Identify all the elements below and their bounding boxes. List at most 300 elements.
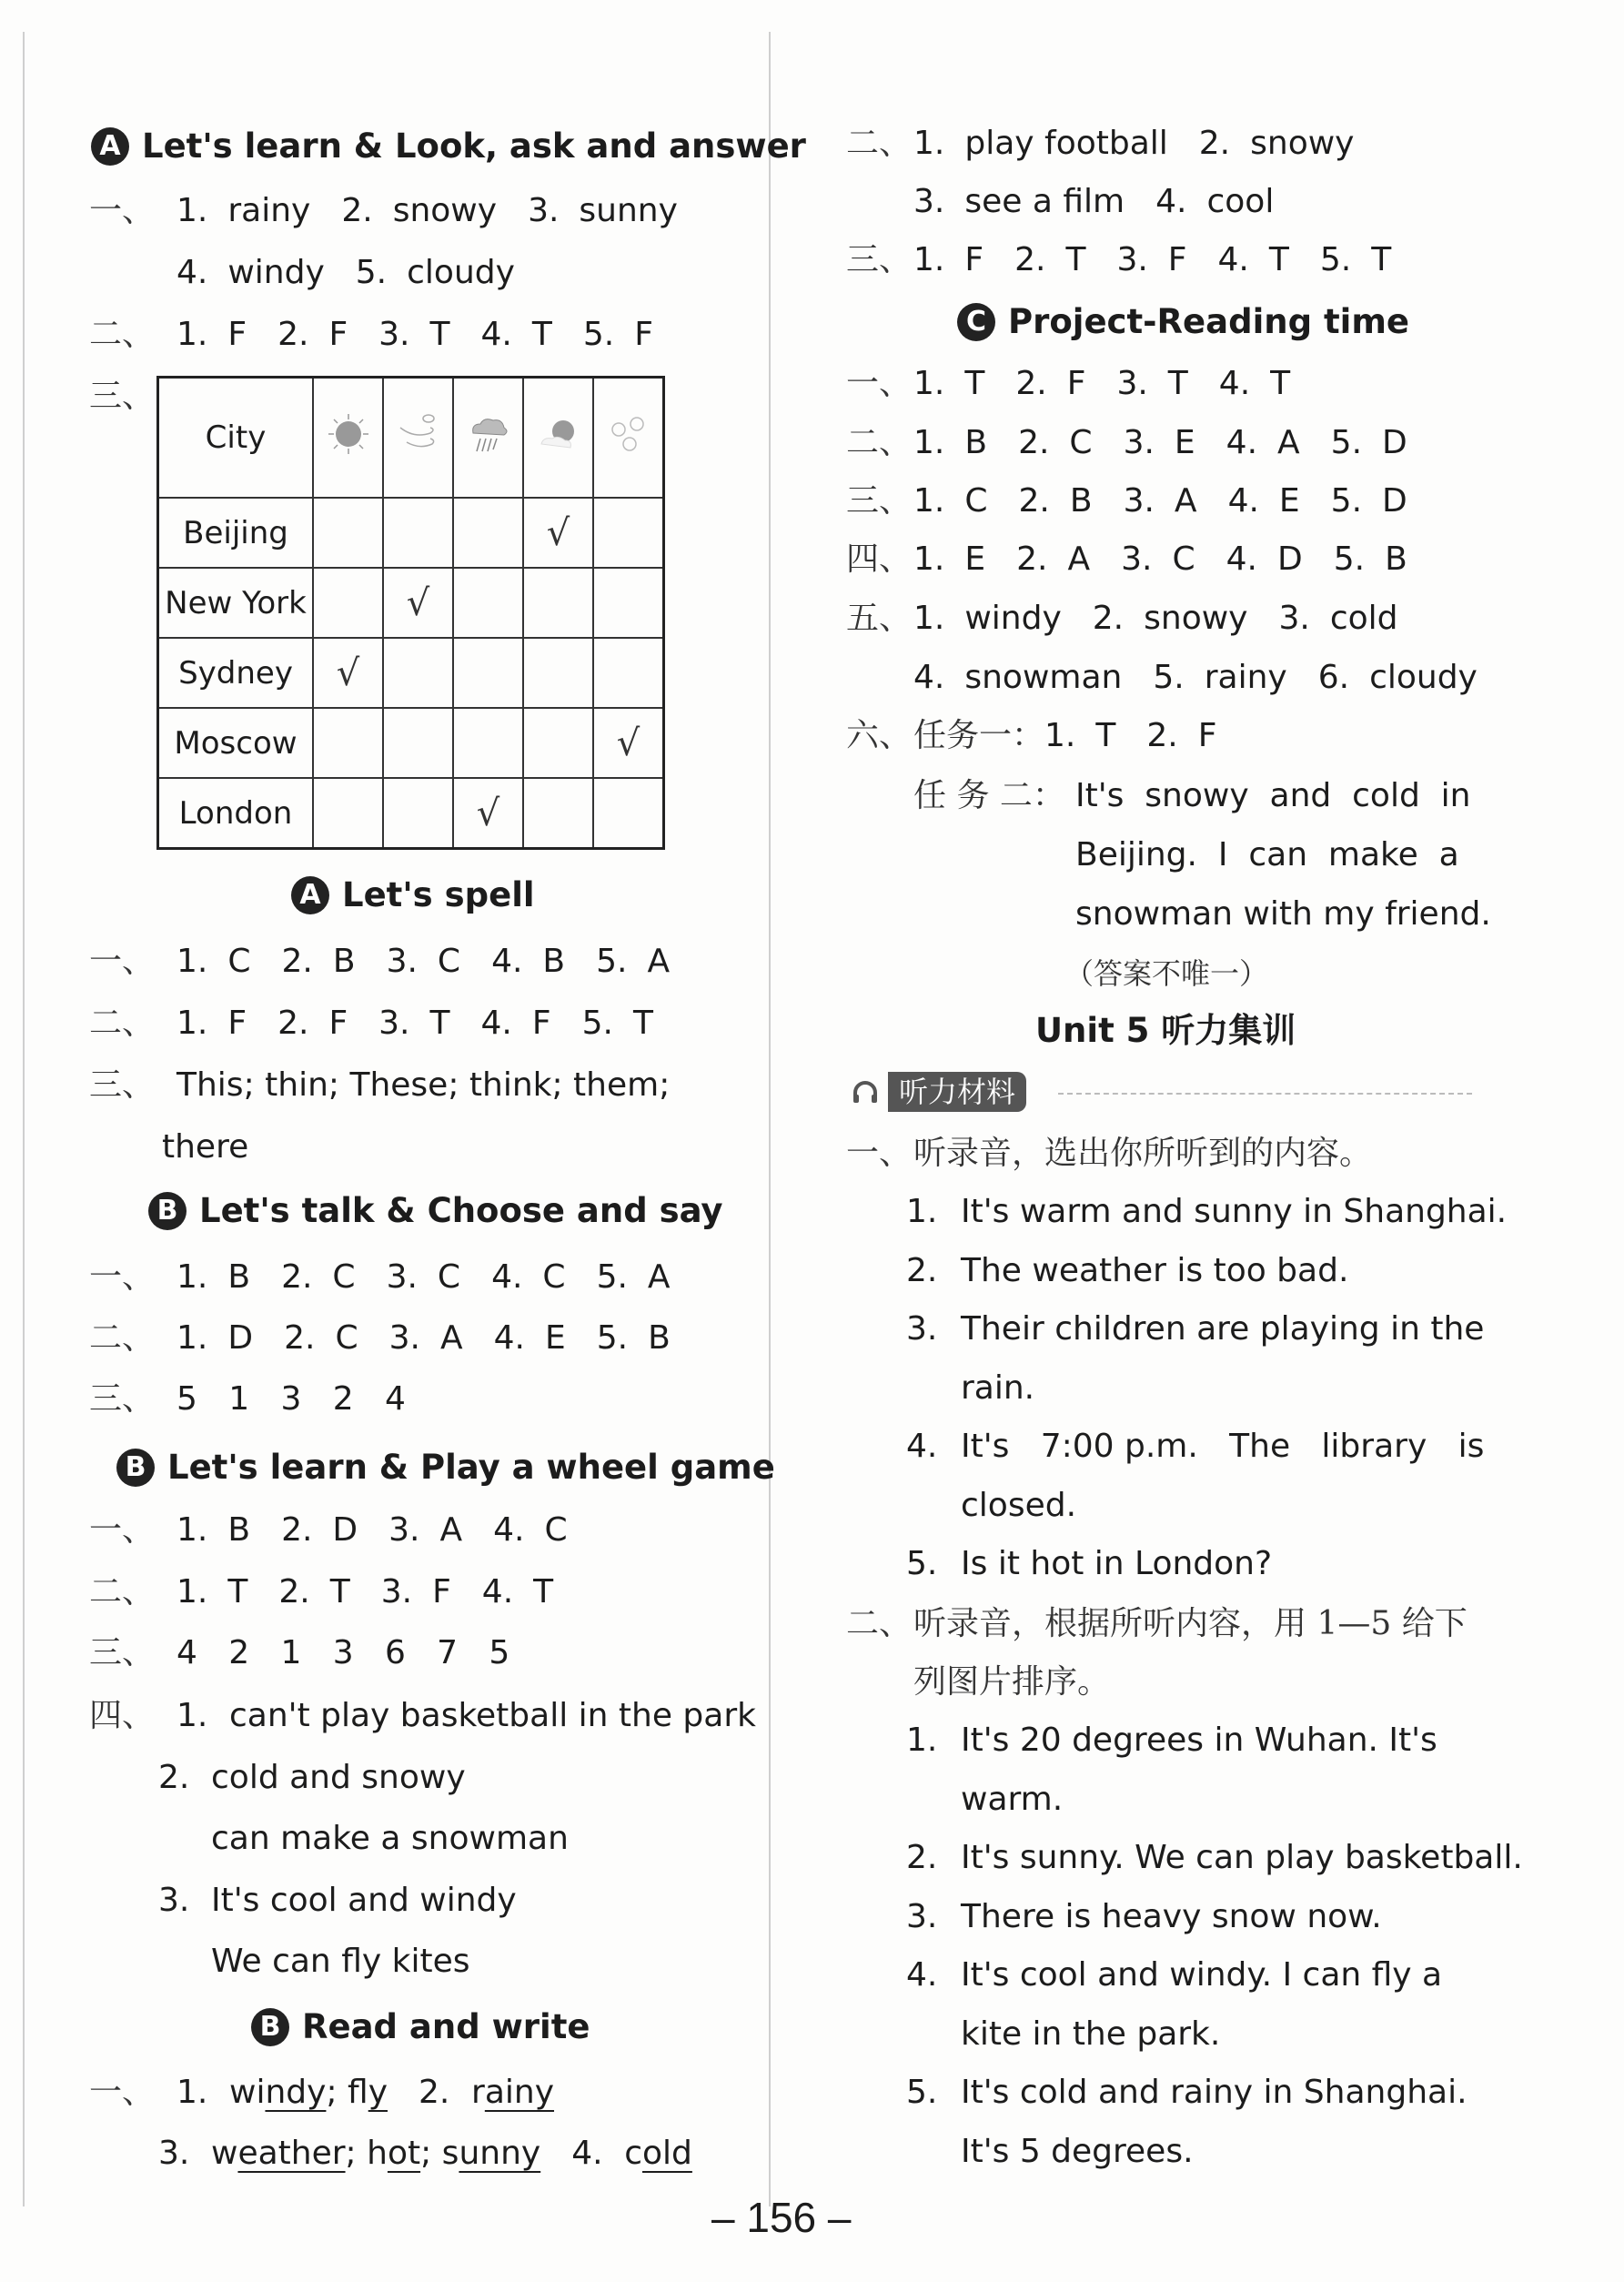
section-heading (251, 2008, 590, 2046)
item-number: 4. (491, 943, 523, 980)
underlined-letters: old (642, 2135, 692, 2172)
answer-value: F (328, 1005, 348, 1042)
item-number: 1. (177, 1511, 208, 1549)
question-number: 一、 (846, 365, 913, 402)
answer-value: T (964, 365, 985, 402)
item-number: 6. (1317, 659, 1350, 696)
weather-cell (523, 638, 593, 708)
item-number: 2. (906, 1839, 938, 1876)
answer-value: T (429, 1005, 450, 1042)
answer-line (177, 255, 546, 291)
answer-value: D (227, 1319, 254, 1357)
question-number: 三、 (89, 1066, 156, 1104)
answer-item (913, 242, 983, 278)
item-number: 2. (277, 316, 309, 353)
table-row (158, 638, 664, 708)
item-number: 2. (281, 1511, 313, 1549)
answer-item (1331, 425, 1407, 461)
answer-line (846, 601, 1429, 637)
answer-value: C (1172, 540, 1195, 578)
answer-text: cold and snowy (211, 1759, 466, 1796)
answer-item (1116, 366, 1187, 402)
snowy-icon (606, 411, 651, 457)
answer-value: F (1167, 241, 1187, 278)
item-number: 4. (481, 1573, 514, 1611)
answer-item (913, 425, 987, 461)
answer-value: A (439, 1319, 463, 1357)
answer-item (596, 944, 670, 980)
listening-text: warm. (961, 1780, 1064, 1818)
answer-item (493, 1512, 568, 1549)
item-number: 4. (480, 1005, 512, 1042)
check-mark-icon: √ (406, 581, 430, 624)
answer-item (1228, 483, 1300, 520)
section-title: Read and write (302, 2007, 590, 2046)
answer-value: F (964, 241, 984, 278)
listening-text: closed. (961, 1486, 1077, 1524)
answer-value: snowy (1250, 125, 1355, 162)
instruction-text: 列图片排序。 (913, 1663, 1111, 1701)
city-name: London (158, 778, 314, 849)
answer-item (177, 1259, 250, 1296)
weather-cell (453, 708, 523, 778)
answer-line (89, 1005, 684, 1042)
check-mark-icon: √ (336, 651, 360, 694)
answer-value: T (1095, 717, 1116, 754)
answer-value: T (1268, 241, 1289, 278)
item-number: 5. (581, 1005, 613, 1042)
item-number: 2. (341, 192, 373, 229)
listening-text: rain. (961, 1368, 1035, 1407)
answer-value: A (647, 943, 671, 980)
answer-item (177, 1320, 253, 1357)
dashed-divider (1058, 1093, 1472, 1095)
answer-item (913, 660, 1122, 696)
item-number: 1. (913, 241, 945, 278)
answer-value: E (544, 1319, 566, 1357)
answer-item (177, 255, 325, 291)
section-badge: A (91, 127, 129, 166)
weather-cell (523, 498, 593, 568)
item-number: 4. (906, 1956, 938, 1994)
answer-value: E (964, 540, 986, 578)
item-number: 5. (906, 2074, 938, 2111)
answer-line (89, 1067, 670, 1104)
answer-value: F (531, 1005, 551, 1042)
answer-item (582, 1005, 653, 1042)
answer-item (1318, 660, 1478, 696)
answer-note: （答案不唯一） (1064, 956, 1269, 991)
sunny-icon (326, 411, 371, 457)
answer-item (177, 1005, 247, 1042)
city-name: Moscow (158, 708, 314, 778)
weather-cell (453, 778, 523, 849)
answer-value: T (1065, 241, 1086, 278)
answer-item (481, 1005, 551, 1042)
answer-item (913, 366, 984, 402)
item-number: 1. (906, 1722, 938, 1759)
item-number: 3. (158, 2135, 190, 2172)
answer-line (846, 425, 1438, 461)
check-mark-icon: √ (476, 792, 500, 834)
separator: ; (345, 2135, 368, 2172)
underlined-letters: eather (237, 2135, 346, 2172)
item-number: 3. (378, 1005, 410, 1042)
listening-text: kite in the park. (961, 2014, 1221, 2053)
answer-value: T (632, 1005, 653, 1042)
question-number: 一、 (89, 2074, 156, 2111)
answer-line (846, 541, 1438, 578)
answer-value: C (964, 482, 988, 520)
answer-item (378, 317, 449, 353)
answer-value: rainy (227, 192, 311, 229)
answer-value: C (1069, 424, 1093, 461)
answer-value: snowy (1144, 600, 1248, 637)
question-number: 三、 (846, 482, 913, 520)
answer-item (378, 1005, 449, 1042)
answer-item (1226, 541, 1303, 578)
answer-value: T (531, 316, 552, 353)
answer-item (913, 126, 1168, 162)
section-title: Project-Reading time (1008, 302, 1409, 341)
answer-value: B (332, 943, 356, 980)
section-title: Let's spell (342, 875, 535, 914)
table-row (158, 708, 664, 778)
underlined-letters: ly (368, 2074, 388, 2111)
answer-line (89, 944, 701, 980)
item-number: 3. (528, 192, 560, 229)
section-badge: B (116, 1449, 155, 1487)
section-heading (91, 127, 806, 166)
answer-line: can make a snowman (211, 1820, 569, 1857)
answer-value: C (437, 1258, 461, 1296)
answer-line (89, 1574, 584, 1611)
item-number: 5. (582, 316, 615, 353)
answer-value: play football (964, 125, 1168, 162)
answer-line (158, 2136, 692, 2172)
word-part: wi (229, 2074, 266, 2111)
answer-line (846, 718, 1247, 754)
answer-value: cold (1329, 600, 1398, 637)
item-number: 3. (386, 943, 418, 980)
answer-value: cloudy (407, 254, 515, 291)
item-number: 2. (1014, 241, 1046, 278)
item-number: 4. (491, 1258, 523, 1296)
task-label: 任务一： (913, 717, 1045, 754)
weather-cell (453, 638, 523, 708)
listening-line (906, 1546, 1272, 1582)
answer-item (1146, 718, 1216, 754)
answer-line (913, 660, 1508, 696)
answer-text: This; thin; These; think; them; (177, 1066, 671, 1104)
item-number: 1. (177, 943, 208, 980)
item-number: 1. (177, 1697, 208, 1734)
answer-value: A (647, 1258, 671, 1296)
answer-value: B (227, 1511, 251, 1549)
item-number: 2. (158, 1759, 190, 1796)
question-number: 三、 (89, 1634, 156, 1671)
answer-item (481, 317, 552, 353)
question-number: 二、 (89, 1573, 156, 1611)
item-number: 2. (277, 1005, 309, 1042)
answer-line (89, 317, 684, 353)
answer-value: D (332, 1511, 358, 1549)
answer-item (491, 1259, 566, 1296)
weather-cell (523, 778, 593, 849)
answer-value: T (227, 1573, 248, 1611)
answer-item (597, 1259, 671, 1296)
weather-cell (453, 498, 523, 568)
question-number: 一、 (89, 192, 156, 229)
answer-value: C (335, 1319, 358, 1357)
item-number: 5. (596, 1319, 629, 1357)
item-number: 2. (278, 1573, 310, 1611)
section-title: Let's talk & Choose and say (199, 1191, 723, 1230)
question-number: 二、 (89, 316, 156, 353)
answer-value: A (1277, 424, 1300, 461)
answer-value: T (1167, 365, 1188, 402)
listening-line (961, 1488, 1076, 1524)
answer-item (1014, 242, 1085, 278)
answer-value: B (1069, 482, 1093, 520)
answer-line (846, 126, 1386, 162)
task-label: 任 务 二： (913, 777, 1065, 814)
unit-title: Unit 5 听力集训 (1035, 1011, 1296, 1050)
underlined-letters: unny (459, 2135, 541, 2172)
listening-line (906, 2075, 1468, 2111)
item-number: 5. (906, 1545, 938, 1582)
answer-text: 5 1 3 2 4 (177, 1380, 406, 1418)
answer-value: C (542, 1258, 566, 1296)
answer-item (177, 193, 310, 229)
item-number: 2. (284, 1319, 316, 1357)
answer-item (277, 317, 348, 353)
answer-text: It's snowy and cold in (1075, 777, 1471, 814)
answer-value: cool (1206, 183, 1275, 220)
answer-item (281, 1259, 356, 1296)
item-number: 1. (913, 540, 945, 578)
answer-line (158, 1760, 466, 1796)
column-divider (769, 32, 771, 2206)
listening-line (906, 1899, 1382, 1935)
section-heading (957, 303, 1409, 341)
answer-item (1019, 483, 1093, 520)
table-header-row (158, 378, 664, 499)
answer-value: F (227, 316, 247, 353)
item-number: 1. (1044, 717, 1076, 754)
item-number: 4. (1155, 183, 1187, 220)
item-number: 4. (177, 254, 208, 291)
weather-cell (313, 638, 383, 708)
answer-value: snowy (392, 192, 498, 229)
answer-value: B (227, 1258, 251, 1296)
table-row (158, 568, 664, 638)
weather-cell (523, 708, 593, 778)
question-number: 二、 (89, 1005, 156, 1042)
item-number: 3. (380, 1573, 413, 1611)
weather-cell (313, 778, 383, 849)
weather-cell (313, 498, 383, 568)
answer-value: B (1385, 540, 1407, 578)
listening-text: The weather is too bad. (961, 1251, 1349, 1289)
section-heading (291, 876, 535, 914)
question-number: 六、 (846, 717, 913, 754)
item-number: 1. (177, 316, 208, 353)
item-number: 4. (1226, 424, 1258, 461)
weather-table (156, 376, 665, 850)
listening-line (906, 1840, 1523, 1876)
answer-value: A (1067, 540, 1091, 578)
answer-value: sunny (579, 192, 678, 229)
answer-item (1279, 601, 1398, 637)
item-number: 4. (493, 1511, 525, 1549)
answer-item (1124, 483, 1197, 520)
check-mark-icon: √ (546, 511, 570, 554)
answer-line (846, 366, 1321, 402)
item-number: 3. (386, 1258, 418, 1296)
section-heading (148, 1192, 723, 1230)
question-number: 一、 (89, 1258, 156, 1296)
item-number: 3. (388, 1511, 420, 1549)
listening-text: It's 7:00 p.m. The library is (961, 1428, 1485, 1465)
answer-item (1334, 541, 1407, 578)
item-number: 2. (1016, 540, 1048, 578)
item-number: 2. (1018, 482, 1050, 520)
answer-item (1018, 425, 1093, 461)
item-number: 4. (1218, 365, 1251, 402)
headphones-icon (852, 1078, 879, 1106)
item-number: 2. (906, 1251, 938, 1289)
answer-line: We can fly kites (211, 1943, 470, 1980)
item-number: 4. (906, 1428, 938, 1465)
section-title: Let's learn & Play a wheel game (167, 1448, 775, 1487)
answer-item (1124, 425, 1195, 461)
section-badge: C (957, 303, 995, 341)
answer-item (1044, 718, 1115, 754)
listening-text: It's sunny. We can play basketball. (961, 1839, 1523, 1876)
item-number: 5. (1333, 540, 1366, 578)
answer-value: F (328, 316, 348, 353)
answer-item (177, 944, 251, 980)
answer-item (913, 601, 1062, 637)
question-number: 一、 (846, 1135, 913, 1172)
answer-item (1218, 242, 1289, 278)
answer-item (1116, 242, 1186, 278)
answer-value: A (1174, 482, 1197, 520)
item-number: 1. (177, 192, 208, 229)
answer-value: D (1382, 482, 1407, 520)
section-heading (116, 1449, 775, 1487)
answer-value: A (439, 1511, 463, 1549)
answer-item (528, 193, 678, 229)
item-number: 5. (355, 254, 388, 291)
listening-text: It's cold and rainy in Shanghai. (961, 2074, 1468, 2111)
answer-line (89, 1381, 406, 1418)
item-number: 3. (1116, 365, 1148, 402)
instruction-text: 听录音，根据所听内容，用 1—5 给下 (913, 1605, 1468, 1642)
windy-icon (396, 411, 441, 457)
answer-item (597, 1320, 671, 1357)
answer-item (1121, 541, 1195, 578)
answer-line (89, 1512, 599, 1549)
item-number: 1. (177, 1005, 208, 1042)
listening-line (906, 1722, 1437, 1759)
answer-item (356, 255, 515, 291)
answer-text: It's cool and windy (211, 1882, 517, 1919)
city-name: Beijing (158, 498, 314, 568)
question-number: 二、 (89, 1319, 156, 1357)
weather-cell (593, 498, 664, 568)
instruction-line (846, 1606, 1468, 1642)
item-number: 1. (906, 1193, 938, 1230)
city-name: New York (158, 568, 314, 638)
weather-cell (383, 708, 453, 778)
answer-line (846, 242, 1422, 278)
listening-line (906, 1194, 1507, 1230)
item-number: 4. (493, 1319, 525, 1357)
word-part: h (367, 2135, 388, 2172)
answer-item (913, 483, 988, 520)
answer-item (177, 1574, 247, 1611)
answer-value: F (227, 1005, 247, 1042)
separator: ; (420, 2135, 442, 2172)
item-number: 2. (1018, 424, 1050, 461)
answer-value: C (332, 1258, 356, 1296)
listening-text: It's warm and sunny in Shanghai. (961, 1193, 1508, 1230)
item-number: 1. (913, 365, 945, 402)
check-mark-icon: √ (616, 722, 641, 764)
item-number: 5. (1153, 659, 1185, 696)
rainy-icon (466, 411, 511, 457)
weather-cell (453, 568, 523, 638)
answer-value: cloudy (1369, 659, 1478, 696)
item-number: 4. (913, 659, 945, 696)
answer-value: windy (964, 600, 1062, 637)
word-part: r (471, 2074, 485, 2111)
answer-line (89, 1320, 701, 1357)
answer-value: D (1276, 540, 1303, 578)
answer-item (1016, 541, 1090, 578)
answer-line (89, 1698, 756, 1734)
answer-value: snowman (964, 659, 1123, 696)
answer-item (1199, 126, 1355, 162)
listening-text: Is it hot in London? (961, 1545, 1273, 1582)
answer-item (177, 317, 247, 353)
weather-cell (383, 778, 453, 849)
underlined-letters: ainy (484, 2074, 555, 2111)
answer-value: F (634, 316, 653, 353)
answer-text: Beijing. I can make a (1075, 836, 1459, 873)
answer-item (381, 1574, 451, 1611)
answer-text: snowman with my friend. (1075, 895, 1491, 933)
item-number: 2. (281, 1258, 313, 1296)
word-part: f (348, 2074, 368, 2111)
listening-line (906, 1253, 1348, 1289)
item-number: 1. (177, 1319, 208, 1357)
item-number: 3. (1123, 424, 1155, 461)
answer-item (387, 1259, 461, 1296)
item-number: 2. (1015, 365, 1047, 402)
item-number: 2. (1198, 125, 1231, 162)
answer-value: C (544, 1511, 568, 1549)
section-title: Let's learn & Look, ask and answer (142, 126, 806, 166)
item-number: 3. (1123, 482, 1155, 520)
answer-value: F (432, 1573, 451, 1611)
materials-header (852, 1072, 1026, 1112)
answer-item (341, 193, 497, 229)
answer-item (389, 1320, 463, 1357)
answer-item (1155, 184, 1274, 220)
